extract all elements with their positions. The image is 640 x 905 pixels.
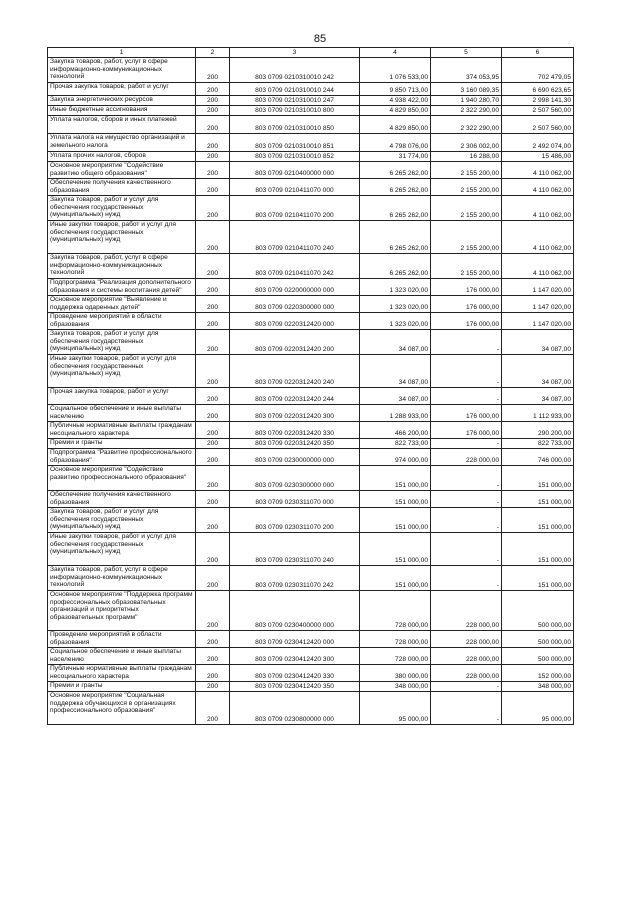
table-row xyxy=(48,388,574,405)
row-col4-value: 4 829 850,00 xyxy=(360,116,431,134)
row-col6-value: 151 000,00 xyxy=(502,508,574,533)
table-row xyxy=(48,422,574,439)
table-row xyxy=(48,648,574,665)
table-row xyxy=(48,134,574,152)
row-kbk-cell: 803 0709 0230000000 000 xyxy=(230,449,360,466)
row-col5-value: 16 288,00 xyxy=(431,152,502,162)
column-header: 2 xyxy=(196,48,230,58)
row-col6-value: 348 000,00 xyxy=(502,682,574,692)
column-header: 3 xyxy=(230,48,360,58)
row-col4-value: 34 087,00 xyxy=(360,330,431,355)
row-col4-value: 6 265 262,00 xyxy=(360,254,431,279)
row-col6-value: 290 200,00 xyxy=(502,422,574,439)
row-name-cell: Основное мероприятие "Содействие развитию общего образования" xyxy=(48,162,196,179)
row-col5-value: 228 000,00 xyxy=(431,665,502,682)
row-kbk-cell: 803 0709 0210310010 247 xyxy=(230,96,360,106)
row-col6-value: 500 000,00 xyxy=(502,648,574,665)
row-col6-value: 34 087,00 xyxy=(502,355,574,388)
table-row xyxy=(48,566,574,591)
row-col6-value: 746 000,00 xyxy=(502,449,574,466)
table-row xyxy=(48,96,574,106)
table-row xyxy=(48,296,574,313)
row-col5-value: - xyxy=(431,682,502,692)
row-kbk-cell: 803 0709 0230311070 000 xyxy=(230,491,360,508)
row-kbk-cell: 803 0709 0220312420 350 xyxy=(230,439,360,449)
row-kbk-cell: 803 0709 0210411070 000 xyxy=(230,179,360,196)
row-col6-value: 4 110 062,00 xyxy=(502,221,574,254)
row-col6-value: 95 000,00 xyxy=(502,692,574,725)
row-code-cell: 200 xyxy=(196,152,230,162)
row-name-cell: Иные бюджетные ассигнования xyxy=(48,106,196,116)
row-name-cell: Закупка товаров, работ, услуг в сфере информационно-коммуникационных технологий xyxy=(48,58,196,83)
table-row xyxy=(48,116,574,134)
table-header-row xyxy=(48,48,574,58)
row-col4-value: 34 087,00 xyxy=(360,355,431,388)
row-col4-value: 1 323 020,00 xyxy=(360,296,431,313)
table-row xyxy=(48,355,574,388)
row-col6-value: 2 492 074,00 xyxy=(502,134,574,152)
row-col6-value: 500 000,00 xyxy=(502,631,574,648)
row-col5-value: - xyxy=(431,466,502,491)
row-col4-value: 6 265 262,00 xyxy=(360,162,431,179)
table-row xyxy=(48,313,574,330)
row-col6-value: 4 110 062,00 xyxy=(502,179,574,196)
row-code-cell: 200 xyxy=(196,196,230,221)
row-code-cell: 200 xyxy=(196,296,230,313)
row-code-cell: 200 xyxy=(196,83,230,96)
row-code-cell: 200 xyxy=(196,355,230,388)
row-col5-value: 176 000,00 xyxy=(431,405,502,422)
row-col4-value: 348 000,00 xyxy=(360,682,431,692)
table-row xyxy=(48,254,574,279)
column-header: 4 xyxy=(360,48,431,58)
row-col6-value: 151 000,00 xyxy=(502,533,574,566)
row-kbk-cell: 803 0709 0220312420 240 xyxy=(230,355,360,388)
row-code-cell: 200 xyxy=(196,134,230,152)
row-kbk-cell: 803 0709 0220000000 000 xyxy=(230,279,360,296)
row-col4-value: 6 265 262,00 xyxy=(360,196,431,221)
row-col5-value: 228 000,00 xyxy=(431,631,502,648)
table-row xyxy=(48,279,574,296)
row-col5-value: 228 000,00 xyxy=(431,648,502,665)
row-col4-value: 728 000,00 xyxy=(360,591,431,631)
table-row xyxy=(48,179,574,196)
row-code-cell: 200 xyxy=(196,591,230,631)
table-row xyxy=(48,162,574,179)
row-name-cell: Закупка товаров, работ и услуг для обеспечения государственных (муниципальных) нужд xyxy=(48,508,196,533)
table-row xyxy=(48,508,574,533)
row-name-cell: Публичные нормативные выплаты гражданам несоциального характера xyxy=(48,422,196,439)
row-col6-value: 702 479,05 xyxy=(502,58,574,83)
row-col4-value: 728 000,00 xyxy=(360,631,431,648)
row-col5-value: 2 155 200,00 xyxy=(431,162,502,179)
row-name-cell: Обеспечение получения качественного образования xyxy=(48,491,196,508)
row-kbk-cell: 803 0709 0220312420 300 xyxy=(230,405,360,422)
row-col4-value: 974 000,00 xyxy=(360,449,431,466)
row-col4-value: 6 265 262,00 xyxy=(360,179,431,196)
row-code-cell: 200 xyxy=(196,313,230,330)
row-name-cell: Иные закупки товаров, работ и услуг для обеспечения государственных (муниципальных) нужд xyxy=(48,533,196,566)
row-kbk-cell: 803 0709 0230311070 240 xyxy=(230,533,360,566)
row-kbk-cell: 803 0709 0220312420 000 xyxy=(230,313,360,330)
row-col4-value: 1 323 020,00 xyxy=(360,279,431,296)
row-code-cell: 200 xyxy=(196,449,230,466)
row-code-cell: 200 xyxy=(196,665,230,682)
row-code-cell: 200 xyxy=(196,533,230,566)
row-kbk-cell: 803 0709 0210310010 244 xyxy=(230,83,360,96)
row-name-cell: Закупка товаров, работ и услуг для обеспечения государственных (муниципальных) нужд xyxy=(48,196,196,221)
table-row xyxy=(48,533,574,566)
row-code-cell: 200 xyxy=(196,466,230,491)
row-name-cell: Подпрограмма "Развитие профессионального образования" xyxy=(48,449,196,466)
row-col6-value: 1 147 020,00 xyxy=(502,313,574,330)
row-col6-value: 1 147 020,00 xyxy=(502,296,574,313)
row-name-cell: Закупка энергетических ресурсов xyxy=(48,96,196,106)
row-col5-value: - xyxy=(431,330,502,355)
row-code-cell: 200 xyxy=(196,566,230,591)
row-code-cell: 200 xyxy=(196,96,230,106)
budget-table xyxy=(47,47,574,725)
row-col4-value: 380 000,00 xyxy=(360,665,431,682)
row-code-cell: 200 xyxy=(196,179,230,196)
row-code-cell: 200 xyxy=(196,648,230,665)
row-col5-value: 176 000,00 xyxy=(431,296,502,313)
row-kbk-cell: 803 0709 0220300000 000 xyxy=(230,296,360,313)
row-col5-value: 176 000,00 xyxy=(431,313,502,330)
row-code-cell: 200 xyxy=(196,631,230,648)
table-row xyxy=(48,405,574,422)
row-code-cell: 200 xyxy=(196,58,230,83)
row-col5-value: 176 000,00 xyxy=(431,422,502,439)
row-name-cell: Основное мероприятие "Поддержка программ профессиональных образовательных организаций и приоритетных образовательных программ" xyxy=(48,591,196,631)
row-kbk-cell: 803 0709 0230311070 200 xyxy=(230,508,360,533)
row-col4-value: 6 265 262,00 xyxy=(360,221,431,254)
row-name-cell: Проведение мероприятий в области образования xyxy=(48,631,196,648)
table-row xyxy=(48,491,574,508)
row-kbk-cell: 803 0709 0210310010 242 xyxy=(230,58,360,83)
row-kbk-cell: 803 0709 0210411070 240 xyxy=(230,221,360,254)
row-kbk-cell: 803 0709 0210310010 800 xyxy=(230,106,360,116)
table-row xyxy=(48,591,574,631)
table-row xyxy=(48,682,574,692)
row-name-cell: Закупка товаров, работ и услуг для обеспечения государственных (муниципальных) нужд xyxy=(48,330,196,355)
column-header: 5 xyxy=(431,48,502,58)
row-kbk-cell: 803 0709 0230412420 000 xyxy=(230,631,360,648)
row-col4-value: 1 076 533,00 xyxy=(360,58,431,83)
table-row xyxy=(48,196,574,221)
row-col6-value: 6 690 623,65 xyxy=(502,83,574,96)
row-kbk-cell: 803 0709 0230400000 000 xyxy=(230,591,360,631)
column-header: 6 xyxy=(502,48,574,58)
row-kbk-cell: 803 0709 0230412420 300 xyxy=(230,648,360,665)
row-code-cell: 200 xyxy=(196,491,230,508)
row-col4-value: 151 000,00 xyxy=(360,508,431,533)
row-kbk-cell: 803 0709 0210411070 242 xyxy=(230,254,360,279)
row-kbk-cell: 803 0709 0230412420 330 xyxy=(230,665,360,682)
row-code-cell: 200 xyxy=(196,508,230,533)
row-name-cell: Проведение мероприятий в области образования xyxy=(48,313,196,330)
row-name-cell: Публичные нормативные выплаты гражданам несоциального характера xyxy=(48,665,196,682)
row-name-cell: Иные закупки товаров, работ и услуг для обеспечения государственных (муниципальных) нужд xyxy=(48,221,196,254)
row-col4-value: 822 733,00 xyxy=(360,439,431,449)
row-code-cell: 200 xyxy=(196,106,230,116)
row-col5-value: 374 053,95 xyxy=(431,58,502,83)
row-col4-value: 9 850 713,00 xyxy=(360,83,431,96)
row-code-cell: 200 xyxy=(196,388,230,405)
row-col5-value: - xyxy=(431,388,502,405)
row-col6-value: 151 000,00 xyxy=(502,566,574,591)
table-row xyxy=(48,83,574,96)
row-col4-value: 1 288 933,00 xyxy=(360,405,431,422)
row-name-cell: Премии и гранты xyxy=(48,439,196,449)
row-col5-value: - xyxy=(431,533,502,566)
row-col4-value: 151 000,00 xyxy=(360,466,431,491)
row-kbk-cell: 803 0709 0220312420 200 xyxy=(230,330,360,355)
row-col6-value: 152 000,00 xyxy=(502,665,574,682)
row-kbk-cell: 803 0709 0210310010 852 xyxy=(230,152,360,162)
page-number: 85 xyxy=(313,33,327,45)
row-col4-value: 34 087,00 xyxy=(360,388,431,405)
row-name-cell: Прочая закупка товаров, работ и услуг xyxy=(48,388,196,405)
row-col6-value: 4 110 062,00 xyxy=(502,254,574,279)
row-code-cell: 200 xyxy=(196,405,230,422)
row-col6-value: 1 112 933,00 xyxy=(502,405,574,422)
row-name-cell: Прочая закупка товаров, работ и услуг xyxy=(48,83,196,96)
row-col6-value: 500 000,00 xyxy=(502,591,574,631)
row-name-cell: Основное мероприятие "Содействие развитию профессионального образования" xyxy=(48,466,196,491)
row-code-cell: 200 xyxy=(196,162,230,179)
row-col5-value: 2 155 200,00 xyxy=(431,221,502,254)
row-code-cell: 200 xyxy=(196,254,230,279)
row-col5-value: - xyxy=(431,508,502,533)
row-col4-value: 4 798 076,00 xyxy=(360,134,431,152)
row-col5-value: 176 000,00 xyxy=(431,279,502,296)
row-col4-value: 4 938 422,00 xyxy=(360,96,431,106)
row-col4-value: 728 000,00 xyxy=(360,648,431,665)
row-col4-value: 1 323 020,00 xyxy=(360,313,431,330)
row-col5-value: 3 160 089,35 xyxy=(431,83,502,96)
row-kbk-cell: 803 0709 0230800000 000 xyxy=(230,692,360,725)
row-col5-value: 2 155 200,00 xyxy=(431,196,502,221)
row-kbk-cell: 803 0709 0210310010 851 xyxy=(230,134,360,152)
row-col4-value: 95 000,00 xyxy=(360,692,431,725)
row-col5-value: 2 306 002,00 xyxy=(431,134,502,152)
row-col6-value: 151 000,00 xyxy=(502,491,574,508)
table-row xyxy=(48,631,574,648)
row-col5-value: - xyxy=(431,692,502,725)
row-code-cell: 200 xyxy=(196,682,230,692)
row-kbk-cell: 803 0709 0210310010 850 xyxy=(230,116,360,134)
row-col5-value: 228 000,00 xyxy=(431,591,502,631)
row-col6-value: 34 087,00 xyxy=(502,330,574,355)
row-col6-value: 822 733,00 xyxy=(502,439,574,449)
row-kbk-cell: 803 0709 0210400000 000 xyxy=(230,162,360,179)
row-col4-value: 151 000,00 xyxy=(360,491,431,508)
row-col5-value: - xyxy=(431,491,502,508)
row-name-cell: Социальное обеспечение и иные выплаты населению xyxy=(48,648,196,665)
table-row xyxy=(48,466,574,491)
row-col5-value: - xyxy=(431,355,502,388)
row-col6-value: 151 000,00 xyxy=(502,466,574,491)
row-col4-value: 151 000,00 xyxy=(360,533,431,566)
row-col5-value: 2 322 290,00 xyxy=(431,116,502,134)
table-row xyxy=(48,449,574,466)
row-col6-value: 2 998 141,30 xyxy=(502,96,574,106)
table-row xyxy=(48,58,574,83)
row-name-cell: Закупка товаров, работ, услуг в сфере информационно-коммуникационных технологий xyxy=(48,254,196,279)
column-header: 1 xyxy=(48,48,196,58)
row-col4-value: 151 000,00 xyxy=(360,566,431,591)
row-col5-value: 228 000,00 xyxy=(431,449,502,466)
row-name-cell: Уплата прочих налогов, сборов xyxy=(48,152,196,162)
row-col4-value: 466 200,00 xyxy=(360,422,431,439)
table-row xyxy=(48,439,574,449)
row-name-cell: Подпрограмма "Реализация дополнительного образования и системы воспитания детей" xyxy=(48,279,196,296)
table-row xyxy=(48,692,574,725)
row-col6-value: 15 486,00 xyxy=(502,152,574,162)
table-row xyxy=(48,221,574,254)
row-name-cell: Основное мероприятие "Социальная поддержка обучающихся в организациях профессионального образования" xyxy=(48,692,196,725)
row-kbk-cell: 803 0709 0230412420 350 xyxy=(230,682,360,692)
table-row xyxy=(48,152,574,162)
row-col5-value: 2 155 200,00 xyxy=(431,254,502,279)
row-kbk-cell: 803 0709 0230311070 242 xyxy=(230,566,360,591)
row-name-cell: Уплата налогов, сборов и иных платежей xyxy=(48,116,196,134)
row-col5-value: - xyxy=(431,566,502,591)
row-name-cell: Премии и гранты xyxy=(48,682,196,692)
table-row xyxy=(48,665,574,682)
row-kbk-cell: 803 0709 0210411070 200 xyxy=(230,196,360,221)
row-name-cell: Закупка товаров, работ, услуг в сфере информационно-коммуникационных технологий xyxy=(48,566,196,591)
row-code-cell: 200 xyxy=(196,116,230,134)
row-col5-value: 2 322 290,00 xyxy=(431,106,502,116)
row-col4-value: 4 829 850,00 xyxy=(360,106,431,116)
row-name-cell: Обеспечение получения качественного образования xyxy=(48,179,196,196)
row-code-cell: 200 xyxy=(196,330,230,355)
row-name-cell: Основное мероприятие "Выявление и поддержка одаренных детей" xyxy=(48,296,196,313)
table-row xyxy=(48,330,574,355)
row-col5-value: - xyxy=(431,439,502,449)
row-col4-value: 31 774,00 xyxy=(360,152,431,162)
row-code-cell: 200 xyxy=(196,692,230,725)
row-code-cell: 200 xyxy=(196,221,230,254)
row-col6-value: 2 507 560,00 xyxy=(502,116,574,134)
row-col5-value: 2 155 200,00 xyxy=(431,179,502,196)
row-code-cell: 200 xyxy=(196,422,230,439)
row-kbk-cell: 803 0709 0220312420 244 xyxy=(230,388,360,405)
row-col6-value: 2 507 560,00 xyxy=(502,106,574,116)
row-col6-value: 1 147 020,00 xyxy=(502,279,574,296)
row-code-cell: 200 xyxy=(196,279,230,296)
row-name-cell: Социальное обеспечение и иные выплаты населению xyxy=(48,405,196,422)
row-kbk-cell: 803 0709 0220312420 330 xyxy=(230,422,360,439)
row-col6-value: 4 110 062,00 xyxy=(502,196,574,221)
row-name-cell: Иные закупки товаров, работ и услуг для обеспечения государственных (муниципальных) нужд xyxy=(48,355,196,388)
table-row xyxy=(48,106,574,116)
row-code-cell: 200 xyxy=(196,439,230,449)
row-col6-value: 34 087,00 xyxy=(502,388,574,405)
row-col6-value: 4 110 062,00 xyxy=(502,162,574,179)
row-col5-value: 1 940 280,70 xyxy=(431,96,502,106)
row-kbk-cell: 803 0709 0230300000 000 xyxy=(230,466,360,491)
row-name-cell: Уплата налога на имущество организаций и земельного налога xyxy=(48,134,196,152)
